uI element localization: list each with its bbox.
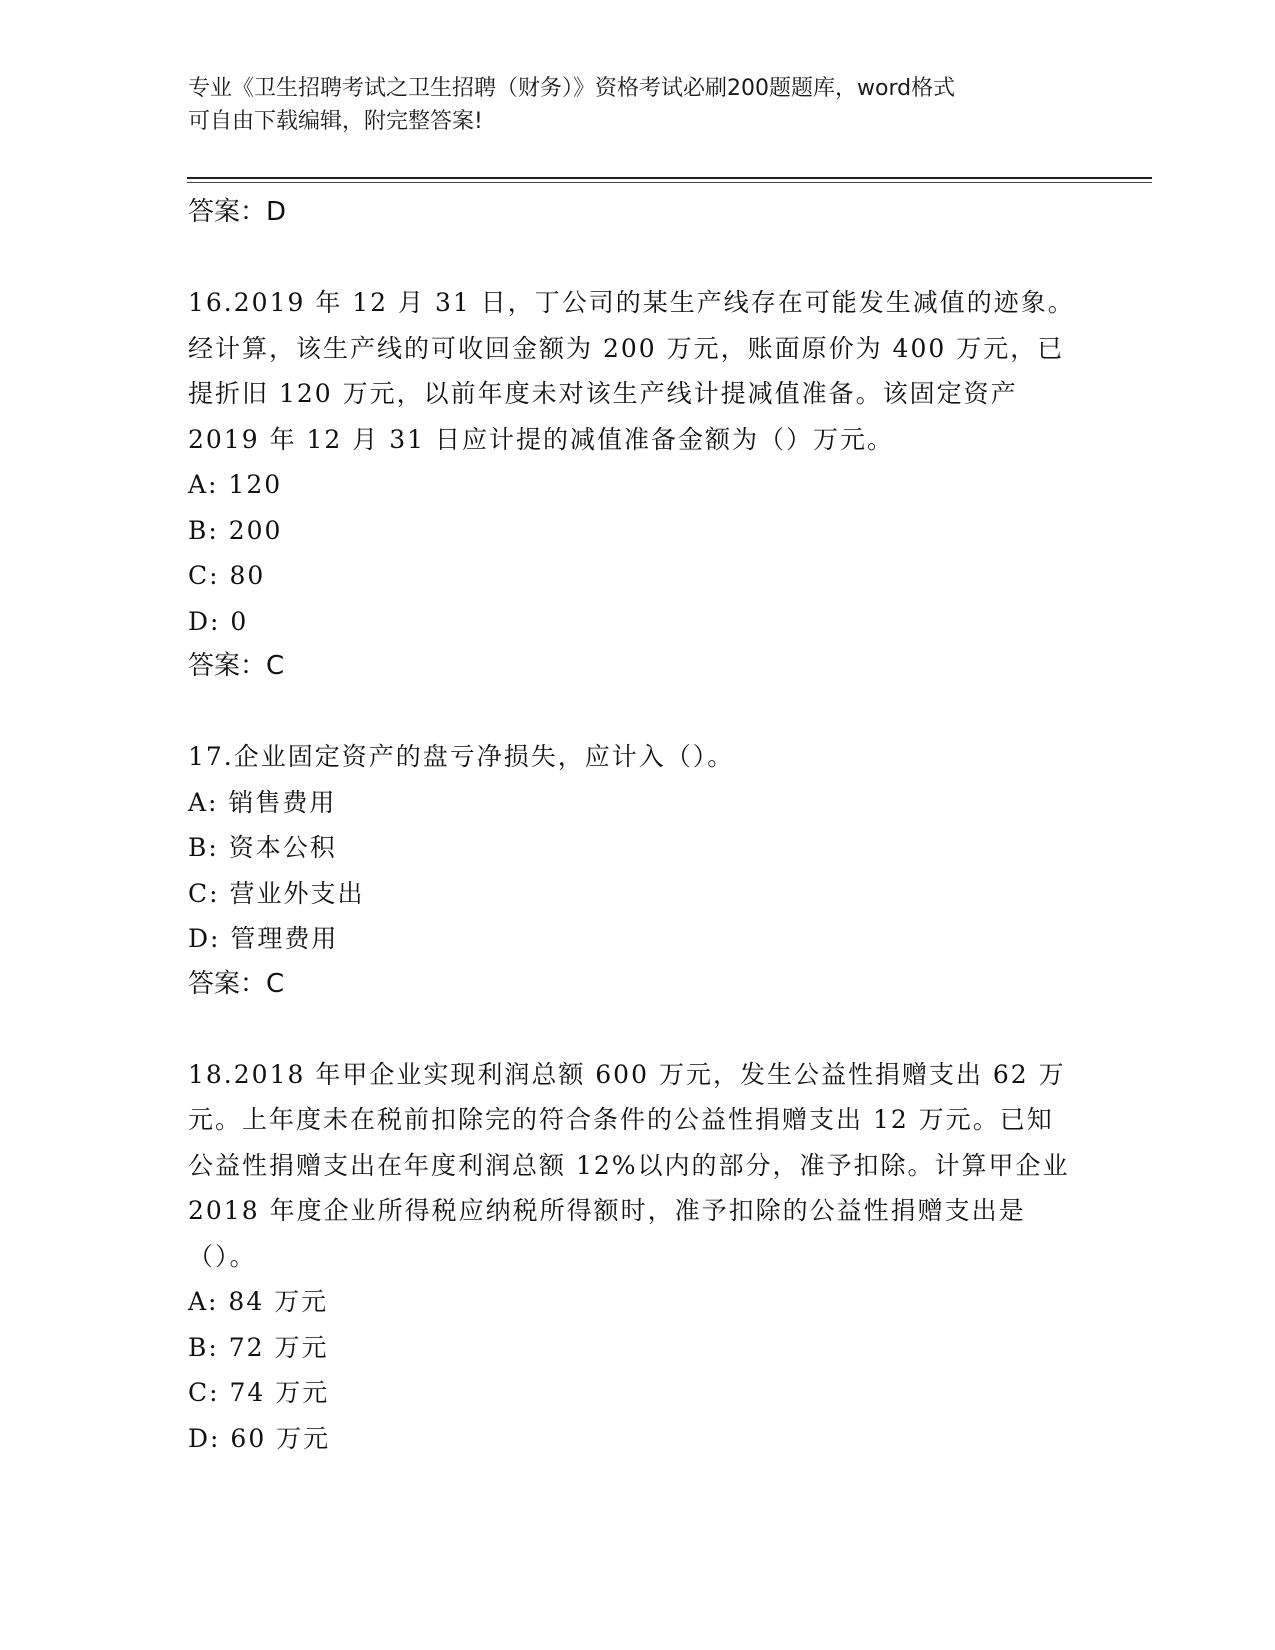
option-c: C: 74 万元 — [188, 1378, 330, 1407]
document-body — [188, 190, 1078, 1461]
question-stem: 18.2018 年甲企业实现利润总额 600 万元，发生公益性捐赠支出 62 万元。上年度未在税前扣除完的符合条件的公益性捐赠支出 12 万元。已知公益性捐赠支出在年度利润总额 12%以内的部分，准予扣除。计算甲企业 2018 年度企业所得税应纳税所得额时，准予扣除的公益性捐赠支出是（）。 — [188, 1059, 1070, 1271]
option-a: A: 120 — [188, 470, 283, 499]
question-16 — [188, 280, 1078, 689]
question-stem: 16.2019 年 12 月 31 日，丁公司的某生产线存在可能发生减值的迹象。经计算，该生产线的可收回金额为 200 万元，账面原价为 400 万元，已提折旧 120 万元，以前年度未对该生产线计提减值准备。该固定资产 2019 年 12 月 31 日应计提的减值准备金额为（）万元。 — [188, 288, 1075, 454]
question-18 — [188, 1052, 1078, 1462]
question-stem: 17.企业固定资产的盘亏净损失，应计入（）。 — [188, 742, 735, 771]
option-d: D: 0 — [188, 606, 249, 636]
document-header — [188, 72, 1068, 138]
option-c: C: 80 — [188, 561, 266, 590]
option-a: A: 销售费用 — [188, 787, 337, 817]
previous-answer: 答案：D — [188, 197, 287, 227]
question-17 — [188, 734, 1078, 1007]
question-answer: 答案：C — [188, 651, 285, 681]
header-rule-thin — [187, 182, 1152, 183]
option-b: B: 资本公积 — [188, 833, 337, 862]
header-rule-thick — [187, 177, 1152, 179]
option-c: C: 营业外支出 — [188, 878, 365, 908]
option-b: B: 200 — [188, 515, 283, 545]
option-d: D: 60 万元 — [188, 1423, 331, 1453]
question-answer: 答案：C — [188, 968, 285, 999]
option-d: D: 管理费用 — [188, 924, 339, 953]
header-line-2: 可自由下载编辑，附完整答案! — [188, 109, 483, 134]
header-line-1: 专业《卫生招聘考试之卫生招聘（财务）》资格考试必刷200题题库，word格式 — [188, 76, 956, 101]
option-a: A: 84 万元 — [188, 1287, 329, 1316]
option-b: B: 72 万元 — [188, 1332, 329, 1362]
